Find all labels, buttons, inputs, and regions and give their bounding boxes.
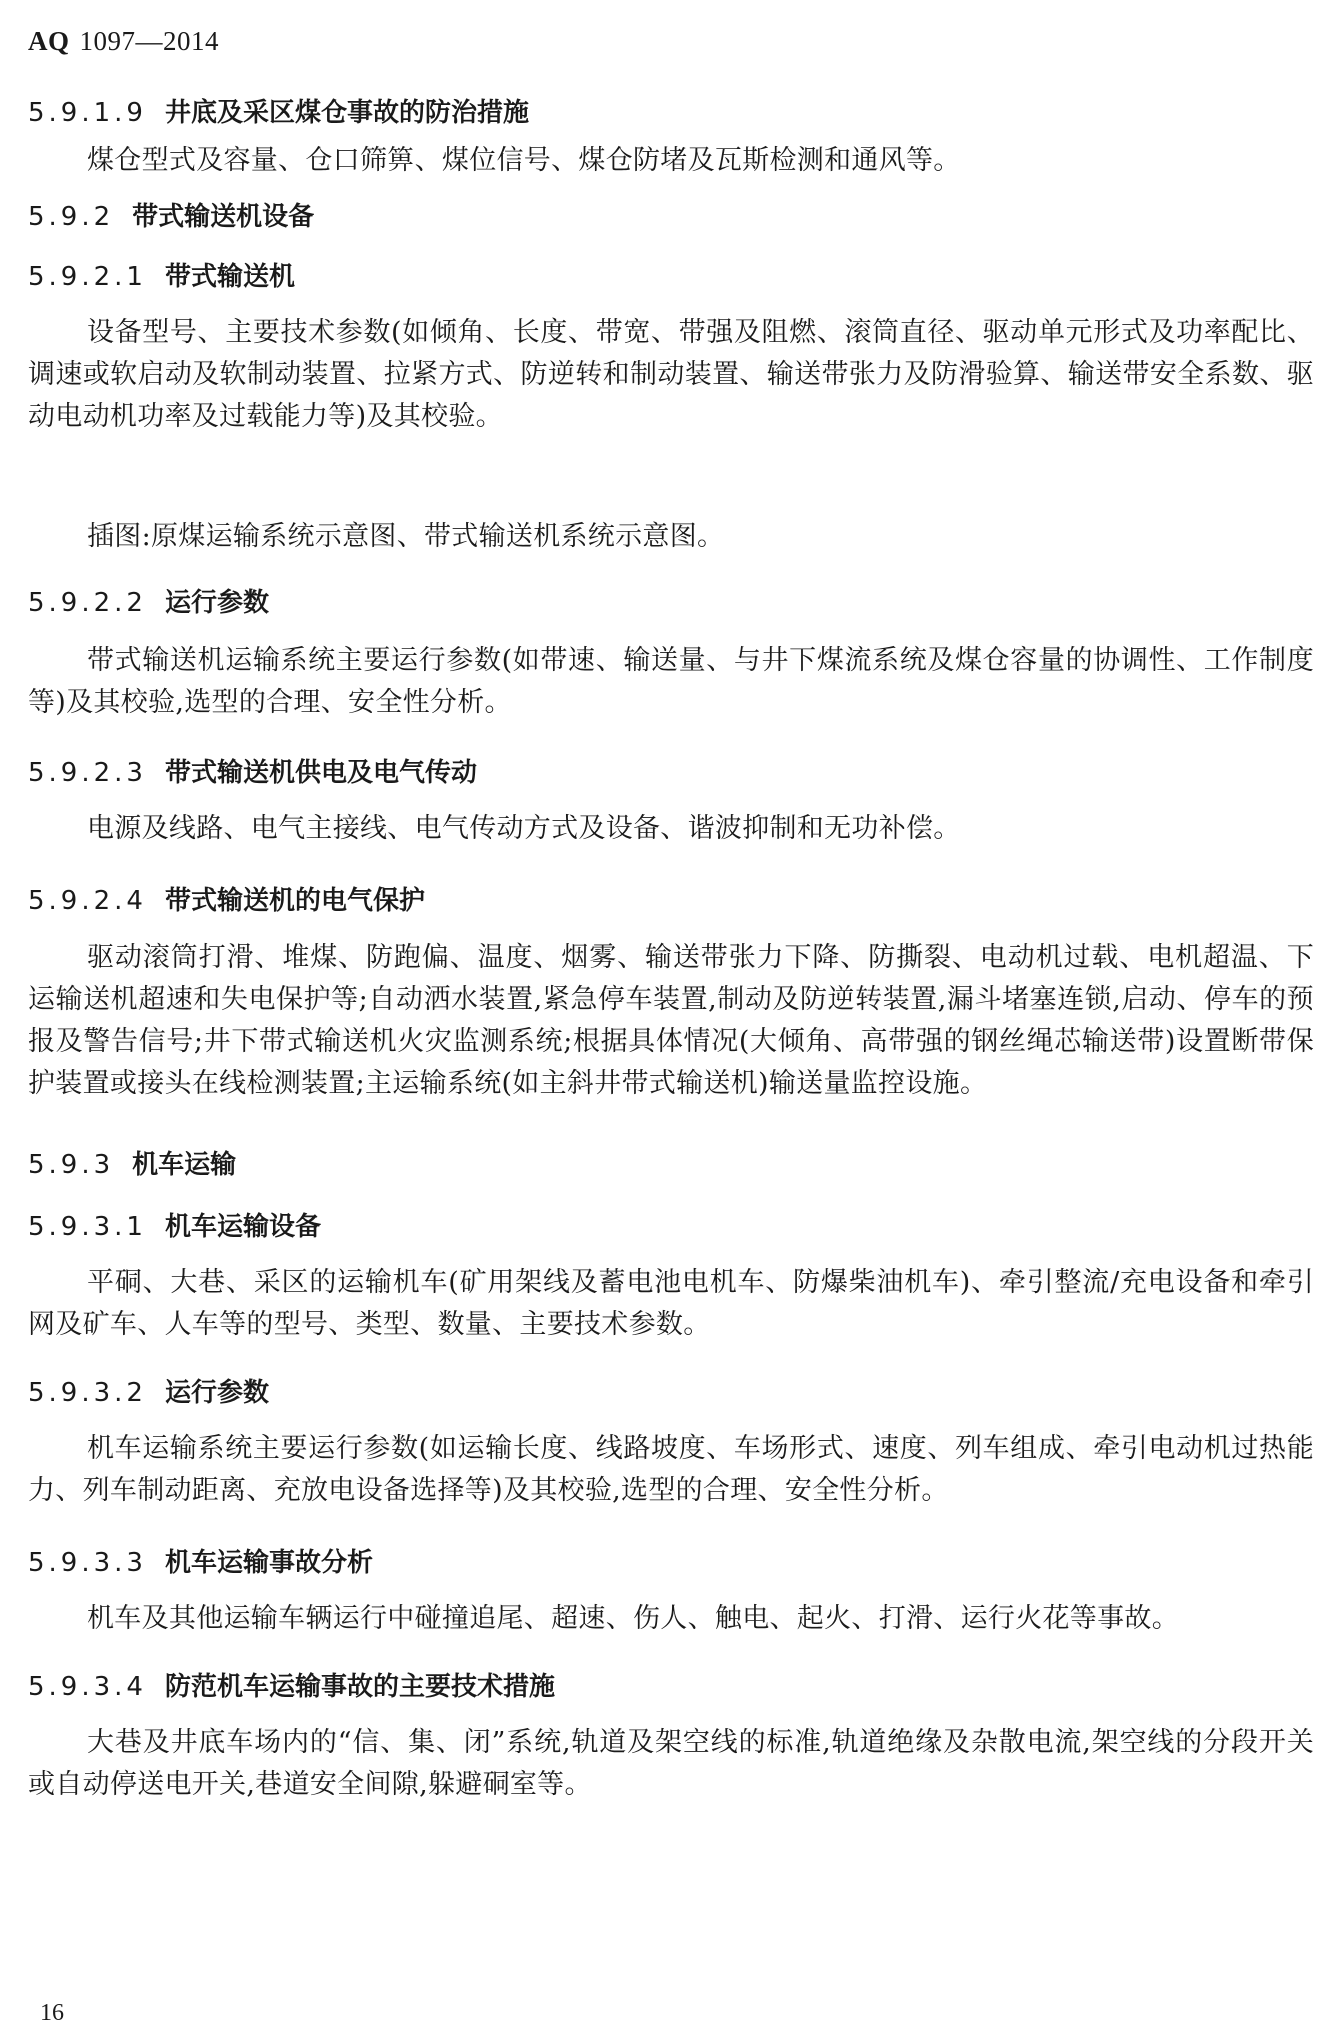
paragraph: 煤仓型式及容量、仓口筛箅、煤位信号、煤仓防堵及瓦斯检测和通风等。 xyxy=(87,145,961,176)
section-heading: 5.9.3.4 防范机车运输事故的主要技术措施 xyxy=(28,1672,555,1702)
section-heading: 5.9.3 机车运输 xyxy=(28,1150,237,1180)
section-heading: 5.9.3.2 运行参数 xyxy=(28,1378,269,1408)
section-heading: 5.9.2.2 运行参数 xyxy=(28,588,269,618)
paragraph: 带式输送机运输系统主要运行参数(如带速、输送量、与井下煤流系统及煤仓容量的协调性、工作制度等)及其校验,选型的合理、安全性分析。 xyxy=(28,645,1314,718)
paragraph: 平硐、大巷、采区的运输机车(矿用架线及蓄电池电机车、防爆柴油机车)、牵引整流/充电设备和牵引网及矿车、人车等的型号、类型、数量、主要技术参数。 xyxy=(28,1267,1314,1340)
section-heading: 5.9.3.1 机车运输设备 xyxy=(28,1212,321,1242)
standard-code: AQ xyxy=(28,26,70,56)
section-heading: 5.9.2.4 带式输送机的电气保护 xyxy=(28,886,425,916)
section-heading: 5.9.3.3 机车运输事故分析 xyxy=(28,1548,373,1578)
paragraph: 大巷及井底车场内的“信、集、闭”系统,轨道及架空线的标准,轨道绝缘及杂散电流,架空线的分段开关或自动停送电开关,巷道安全间隙,躲避硐室等。 xyxy=(28,1727,1314,1800)
paragraph: 插图:原煤运输系统示意图、带式输送机系统示意图。 xyxy=(87,521,725,552)
paragraph: 设备型号、主要技术参数(如倾角、长度、带宽、带强及阻燃、滚筒直径、驱动单元形式及功率配比、调速或软启动及软制动装置、拉紧方式、防逆转和制动装置、输送带张力及防滑验算、输送带安全系数、驱动电动机功率及过载能力等)及其校验。 xyxy=(28,317,1314,432)
section-heading: 5.9.2.1 带式输送机 xyxy=(28,262,295,292)
paragraph: 驱动滚筒打滑、堆煤、防跑偏、温度、烟雾、输送带张力下降、防撕裂、电动机过载、电机超温、下运输送机超速和失电保护等;自动洒水装置,紧急停车装置,制动及防逆转装置,漏斗堵塞连锁,启动、停车的预报及警告信号;井下带式输送机火灾监测系统;根据具体情况(大倾角、高带强的钢丝绳芯输送带)设置断带保护装置或接头在线检测装置;主运输系统(如主斜井带式输送机)输送量监控设施。 xyxy=(28,942,1314,1099)
section-heading: 5.9.2 带式输送机设备 xyxy=(28,202,315,232)
standard-number: 1097—2014 xyxy=(79,26,219,56)
section-heading: 5.9.1.9 井底及采区煤仓事故的防治措施 xyxy=(28,98,529,128)
page-number: 16 xyxy=(40,2000,64,2026)
paragraph: 电源及线路、电气主接线、电气传动方式及设备、谐波抑制和无功补偿。 xyxy=(87,813,961,844)
document-header xyxy=(28,26,219,57)
paragraph: 机车及其他运输车辆运行中碰撞追尾、超速、伤人、触电、起火、打滑、运行火花等事故。 xyxy=(87,1603,1179,1634)
section-heading: 5.9.2.3 带式输送机供电及电气传动 xyxy=(28,758,477,788)
paragraph: 机车运输系统主要运行参数(如运输长度、线路坡度、车场形式、速度、列车组成、牵引电动机过热能力、列车制动距离、充放电设备选择等)及其校验,选型的合理、安全性分析。 xyxy=(28,1433,1314,1506)
